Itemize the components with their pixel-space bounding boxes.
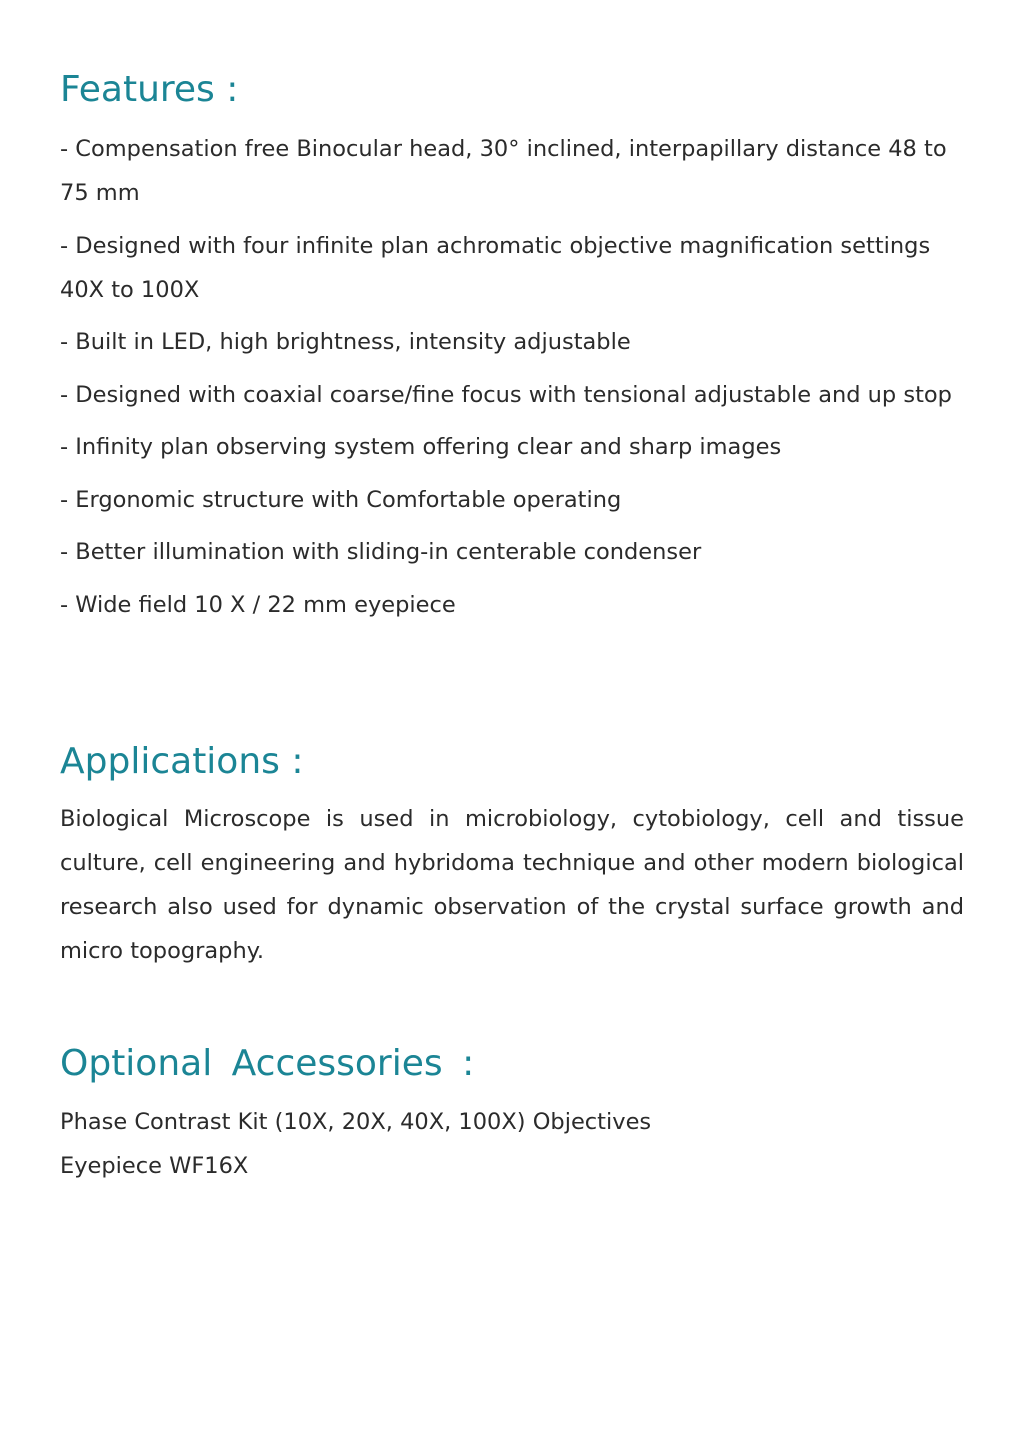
feature-item: - Compensation free Binocular head, 30° inclined, interpapillary distance 48 to 75 mm xyxy=(60,136,947,206)
applications-heading: Applications : xyxy=(60,741,304,782)
feature-item: - Ergonomic structure with Comfortable operating xyxy=(60,486,622,513)
optional-accessories-heading: Optional Accessories : xyxy=(60,1043,475,1084)
features-list xyxy=(60,127,964,635)
feature-item: - Designed with coaxial coarse/fine focus with tensional adjustable and up stop xyxy=(60,381,952,408)
feature-item: - Infinity plan observing system offering clear and sharp images xyxy=(60,434,782,460)
applications-paragraph: Biological Microscope is used in microbiology, cytobiology, cell and tissue culture, cell engineering and hybridoma technique and other modern biological research also used for dynamic observation of the crystal surface growth and micro topography. xyxy=(60,806,964,964)
accessory-item: Eyepiece WF16X xyxy=(60,1153,249,1179)
feature-item: - Built in LED, high brightness, intensity adjustable xyxy=(60,329,631,355)
accessories-list xyxy=(60,1100,964,1188)
features-heading: Features : xyxy=(60,69,239,110)
feature-item: - Wide field 10 X / 22 mm eyepiece xyxy=(60,591,456,618)
feature-item: - Designed with four infinite plan achromatic objective magnification settings 40X to 100X xyxy=(60,232,931,303)
feature-item: - Better illumination with sliding-in centerable condenser xyxy=(60,539,702,565)
accessory-item: Phase Contrast Kit (10X, 20X, 40X, 100X) Objectives xyxy=(60,1109,652,1135)
